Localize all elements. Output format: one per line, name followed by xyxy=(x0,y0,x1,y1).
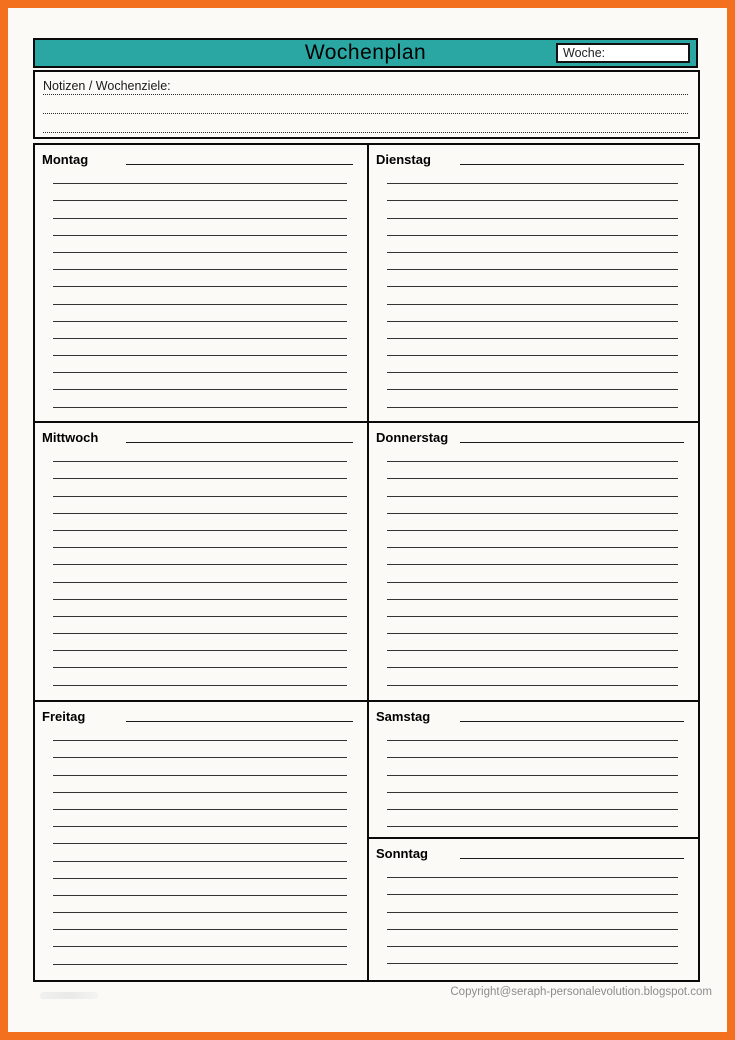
day-header-line xyxy=(460,164,684,165)
writing-lines xyxy=(387,445,678,686)
ruled-line xyxy=(387,390,678,407)
ruled-line xyxy=(53,287,347,304)
ruled-line xyxy=(387,913,678,930)
day-header xyxy=(369,145,698,167)
ruled-line xyxy=(53,322,347,339)
writing-lines xyxy=(53,724,347,965)
ruled-line xyxy=(53,479,347,496)
ruled-line xyxy=(387,651,678,668)
ruled-line xyxy=(53,827,347,844)
ruled-line xyxy=(387,305,678,322)
ruled-line xyxy=(53,339,347,356)
ruled-line xyxy=(53,844,347,861)
ruled-line xyxy=(387,201,678,218)
writing-lines xyxy=(387,861,678,964)
ruled-line xyxy=(53,879,347,896)
writing-lines xyxy=(387,724,678,827)
ruled-line xyxy=(53,724,347,741)
page-title: Wochenplan xyxy=(304,41,427,64)
ruled-line xyxy=(53,583,347,600)
ruled-line xyxy=(53,373,347,390)
ruled-line xyxy=(387,565,678,582)
ruled-line xyxy=(387,339,678,356)
ruled-line xyxy=(53,634,347,651)
ruled-line xyxy=(53,913,347,930)
day-label: Montag xyxy=(42,152,89,167)
day-header-line xyxy=(126,721,353,722)
ruled-line xyxy=(53,531,347,548)
day-cell-samstag xyxy=(369,700,698,837)
ruled-line xyxy=(387,287,678,304)
ruled-line xyxy=(53,600,347,617)
ruled-line xyxy=(387,895,678,912)
ruled-line xyxy=(53,445,347,462)
ruled-line xyxy=(53,201,347,218)
ruled-line xyxy=(53,497,347,514)
ruled-line xyxy=(387,878,678,895)
day-header xyxy=(35,423,367,445)
ruled-line xyxy=(53,565,347,582)
ruled-line xyxy=(387,793,678,810)
week-number-field[interactable] xyxy=(556,43,690,63)
notes-lines xyxy=(43,95,688,133)
notes-header-row xyxy=(43,75,688,95)
ruled-line xyxy=(53,741,347,758)
ruled-line xyxy=(53,356,347,373)
ruled-line xyxy=(387,462,678,479)
writing-lines xyxy=(53,445,347,686)
ruled-line xyxy=(53,253,347,270)
grid-column-right xyxy=(367,145,698,980)
day-cell-freitag xyxy=(35,700,367,980)
ruled-line xyxy=(387,270,678,287)
ruled-line xyxy=(53,758,347,775)
ruled-line xyxy=(387,531,678,548)
dotted-line xyxy=(43,95,688,114)
day-header xyxy=(369,702,698,724)
day-header-line xyxy=(126,442,353,443)
ruled-line xyxy=(53,776,347,793)
writing-lines xyxy=(53,167,347,408)
ruled-line xyxy=(53,930,347,947)
ruled-line xyxy=(53,862,347,879)
ruled-line xyxy=(53,947,347,964)
day-header-line xyxy=(460,721,684,722)
day-label: Sonntag xyxy=(376,846,428,861)
ruled-line xyxy=(387,479,678,496)
ruled-line xyxy=(53,270,347,287)
day-header-line xyxy=(460,442,684,443)
copyright-text: Copyright@seraph-personalevolution.blogspot.com xyxy=(450,986,712,998)
ruled-line xyxy=(387,236,678,253)
day-header-line xyxy=(460,858,684,859)
day-cell-donnerstag xyxy=(369,421,698,700)
ruled-line xyxy=(387,776,678,793)
ruled-line xyxy=(387,548,678,565)
planner-page xyxy=(8,8,727,1032)
day-label: Donnerstag xyxy=(376,430,449,445)
ruled-line xyxy=(387,634,678,651)
ruled-line xyxy=(387,600,678,617)
day-label: Samstag xyxy=(376,709,431,724)
ruled-line xyxy=(53,236,347,253)
ruled-line xyxy=(387,930,678,947)
ruled-line xyxy=(387,583,678,600)
ruled-line xyxy=(53,793,347,810)
day-header xyxy=(35,145,367,167)
writing-lines xyxy=(387,167,678,408)
ruled-line xyxy=(387,861,678,878)
ruled-line xyxy=(387,497,678,514)
ruled-line xyxy=(53,810,347,827)
ruled-line xyxy=(53,668,347,685)
week-number-label: Woche: xyxy=(563,46,606,60)
ruled-line xyxy=(53,184,347,201)
ruled-line xyxy=(387,668,678,685)
ruled-line xyxy=(53,167,347,184)
ruled-line xyxy=(53,219,347,236)
ruled-line xyxy=(387,617,678,634)
notes-label: Notizen / Wochenziele: xyxy=(43,79,171,93)
ruled-line xyxy=(387,253,678,270)
ruled-line xyxy=(387,724,678,741)
ruled-line xyxy=(387,947,678,964)
ruled-line xyxy=(387,184,678,201)
ruled-line xyxy=(53,617,347,634)
ruled-line xyxy=(53,651,347,668)
title-bar xyxy=(33,38,698,68)
day-header xyxy=(35,702,367,724)
day-header xyxy=(369,839,698,861)
ruled-line xyxy=(387,514,678,531)
day-label: Freitag xyxy=(42,709,86,724)
ruled-line xyxy=(387,373,678,390)
day-cell-sonntag xyxy=(369,837,698,980)
ruled-line xyxy=(53,305,347,322)
grid-column-left xyxy=(35,145,367,980)
day-cell-montag xyxy=(35,145,367,421)
week-grid xyxy=(33,143,700,982)
ruled-line xyxy=(387,758,678,775)
ruled-line xyxy=(53,390,347,407)
ruled-line xyxy=(387,219,678,236)
day-label: Mittwoch xyxy=(42,430,99,445)
ruled-line xyxy=(387,445,678,462)
ruled-line xyxy=(387,356,678,373)
day-label: Dienstag xyxy=(376,152,431,167)
ruled-line xyxy=(53,896,347,913)
ruled-line xyxy=(53,462,347,479)
day-header-line xyxy=(126,164,353,165)
ruled-line xyxy=(387,810,678,827)
day-cell-dienstag xyxy=(369,145,698,421)
notes-section xyxy=(33,70,700,139)
faint-watermark xyxy=(40,992,98,999)
ruled-line xyxy=(387,322,678,339)
ruled-line xyxy=(387,167,678,184)
ruled-line xyxy=(387,741,678,758)
day-cell-mittwoch xyxy=(35,421,367,700)
ruled-line xyxy=(53,514,347,531)
dotted-line xyxy=(43,114,688,133)
ruled-line xyxy=(53,548,347,565)
day-header xyxy=(369,423,698,445)
